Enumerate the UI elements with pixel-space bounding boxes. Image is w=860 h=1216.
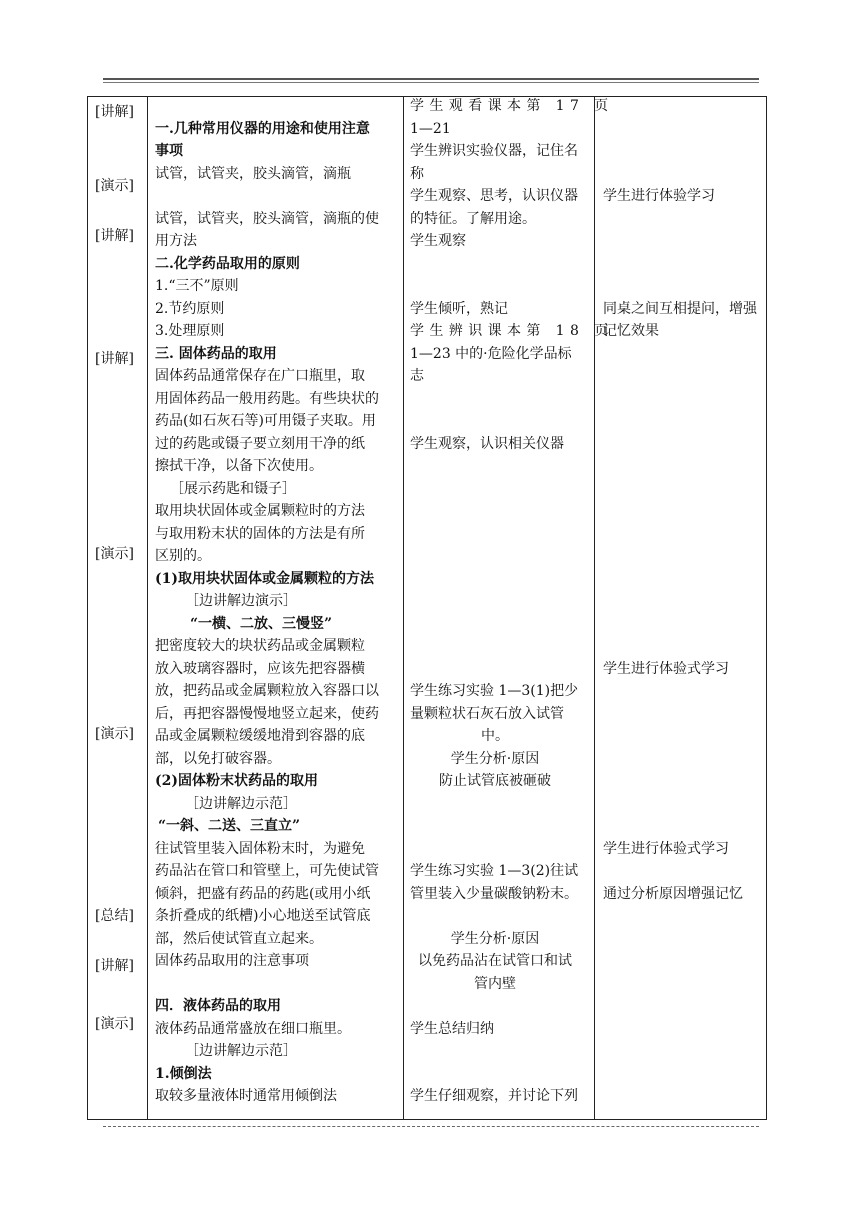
student-activity-line: 防止试管底被砸破: [439, 773, 551, 789]
student-activity-line: 量颗粒状石灰石放入试管: [410, 706, 564, 722]
student-activity-line: 1—23 中的·危险化学品标: [410, 346, 572, 362]
content-line: 把密度较大的块状药品或金属颗粒: [155, 638, 365, 654]
content-line: 3.处理原则: [155, 323, 225, 339]
design-intent-line: 学生进行体验式学习: [603, 661, 729, 677]
student-activity-line: 学生练习实验 1—3(2)往试: [410, 863, 579, 879]
activity-label: [讲解]: [95, 228, 134, 244]
demo-note: ［边讲解边示范］: [185, 1043, 297, 1059]
content-line: 放入玻璃容器时，应该先把容器横: [155, 661, 365, 677]
design-intent-line: 记忆效果: [603, 323, 659, 339]
content-line: 药品沾在管口和管壁上，可先使试管: [155, 863, 379, 879]
student-activity-line: 学生观察: [410, 233, 466, 249]
student-activity-line: 以免药品沾在试管口和试: [418, 953, 572, 969]
content-line: 用方法: [155, 233, 197, 249]
activity-label: [演示]: [95, 546, 134, 562]
content-line: 往试管里装入固体粉末时，为避免: [155, 841, 365, 857]
student-activity-line: 称: [410, 166, 424, 182]
content-line: 倾斜，把盛有药品的药匙(或用小纸: [155, 886, 371, 902]
design-intent-line: 通过分析原因增强记忆: [603, 886, 743, 902]
student-activity-line: 学生分析·原因: [450, 931, 540, 947]
demo-note: ［边讲解边演示］: [185, 593, 297, 609]
content-line: 区别的。: [155, 548, 211, 564]
content-line: 液体药品通常盛放在细口瓶里。: [155, 1021, 351, 1037]
content-line: 后，再把容器慢慢地竖立起来，使药: [155, 706, 379, 722]
subsection-heading: (2)固体粉末状药品的取用: [155, 773, 318, 789]
student-activity-line: 学生仔细观察，并讨论下列: [410, 1088, 578, 1104]
student-activity-line: 学生倾听，熟记: [410, 301, 508, 317]
student-activity-line: 学生观看课本第 17 页: [410, 98, 614, 114]
section-heading: 二.化学药品取用的原则: [155, 256, 300, 272]
content-line: 取较多量液体时通常用倾倒法: [155, 1088, 337, 1104]
content-line: 取用块状固体或金属颗粒时的方法: [155, 503, 365, 519]
column-divider: [147, 97, 148, 1119]
student-activity-line: 管里装入少量碳酸钠粉末。: [410, 886, 578, 902]
student-activity-line: 管内壁: [474, 976, 516, 992]
demo-note: ［边讲解边示范］: [185, 796, 297, 812]
footer-rule: [103, 1126, 759, 1127]
activity-label: [讲解]: [95, 351, 134, 367]
content-line: 过的药匙或镊子要立刻用干净的纸: [155, 436, 365, 452]
section-heading: 三. 固体药品的取用: [155, 346, 277, 362]
student-activity-line: 学生辨识实验仪器，记住名: [410, 143, 578, 159]
activity-label: [讲解]: [95, 104, 134, 120]
content-line: 与取用粉末状的固体的方法是有所: [155, 526, 365, 542]
content-line: 部，然后使试管直立起来。: [155, 931, 323, 947]
activity-label: [演示]: [95, 1016, 134, 1032]
content-line: 品或金属颗粒缓缓地滑到容器的底: [155, 728, 365, 744]
activity-label: [总结]: [95, 908, 134, 924]
section-heading: 四．液体药品的取用: [155, 998, 281, 1014]
content-line: 条折叠成的纸槽)小心地送至试管底: [155, 908, 371, 924]
subsection-heading: (1)取用块状固体或金属颗粒的方法: [155, 571, 374, 587]
mnemonic: “一斜、二送、三直立”: [158, 818, 301, 834]
student-activity-line: 学生观察、思考，认识仪器: [410, 188, 578, 204]
design-intent-line: 学生进行体验式学习: [603, 841, 729, 857]
column-divider: [403, 97, 404, 1119]
content-line: 试管，试管夹，胶头滴管，滴瓶: [155, 166, 351, 182]
content-line: 药品(如石灰石等)可用镊子夹取。用: [155, 413, 376, 429]
content-line: 固体药品取用的注意事项: [155, 953, 309, 969]
student-activity-line: 学生总结归纳: [410, 1021, 494, 1037]
activity-label: [讲解]: [95, 958, 134, 974]
content-line: 放，把药品或金属颗粒放入容器口以: [155, 683, 379, 699]
content-line: 试管，试管夹，胶头滴管，滴瓶的使: [155, 211, 379, 227]
mnemonic: “一横、二放、三慢竖”: [190, 616, 333, 632]
content-line: 擦拭干净，以备下次使用。: [155, 458, 323, 474]
subsection-heading: 1.倾倒法: [155, 1066, 212, 1082]
activity-label: [演示]: [95, 178, 134, 194]
content-line: 用固体药品一般用药匙。有些块状的: [155, 391, 379, 407]
header-rule-thin: [103, 82, 759, 83]
demo-note: ［展示药匙和镊子］: [170, 481, 296, 497]
content-line: 部，以免打破容器。: [155, 751, 281, 767]
student-activity-line: 志: [410, 368, 424, 384]
section-heading: 一.几种常用仪器的用途和使用注意: [155, 121, 370, 137]
student-activity-line: 学生辨识课本第 18 页: [410, 323, 614, 339]
content-line: 1.“三不”原则: [155, 278, 239, 294]
column-divider: [594, 97, 595, 1119]
student-activity-line: 1—21: [410, 121, 451, 137]
design-intent-line: 学生进行体验学习: [603, 188, 715, 204]
section-heading: 事项: [155, 143, 183, 159]
student-activity-line: 学生练习实验 1—3(1)把少: [410, 683, 579, 699]
design-intent-line: 同桌之间互相提问，增强: [603, 301, 757, 317]
student-activity-line: 学生观察，认识相关仪器: [410, 436, 564, 452]
header-rule: [103, 78, 759, 80]
student-activity-line: 的特征。了解用途。: [410, 211, 536, 227]
content-line: 2.节约原则: [155, 301, 225, 317]
activity-label: [演示]: [95, 726, 134, 742]
content-line: 固体药品通常保存在广口瓶里，取: [155, 368, 365, 384]
student-activity-line: 学生分析·原因: [450, 751, 540, 767]
student-activity-line: 中。: [481, 728, 509, 744]
